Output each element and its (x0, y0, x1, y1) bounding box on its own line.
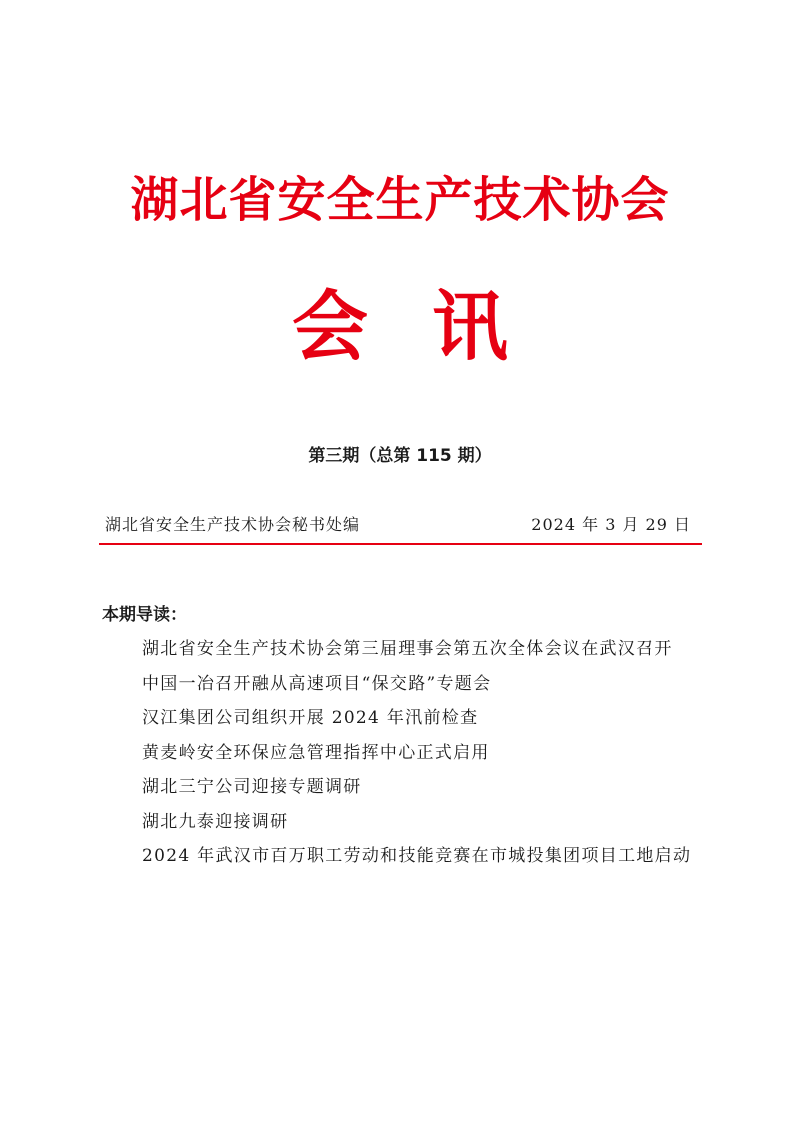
masthead-meta-row (103, 512, 697, 538)
issue-number: 第三期（总第 115 期） (308, 446, 492, 466)
contents-item: 2024 年武汉市百万职工劳动和技能竞赛在市城投集团项目工地启动 (142, 846, 692, 866)
publish-date: 2024 年 3 月 29 日 (531, 515, 691, 534)
contents-item: 中国一冶召开融从高速项目“保交路”专题会 (142, 673, 492, 694)
contents-item: 湖北三宁公司迎接专题调研 (142, 777, 362, 797)
contents-item: 黄麦岭安全环保应急管理指挥中心正式启用 (142, 742, 490, 763)
organization-title: 湖北省安全生产技术协会 (130, 172, 670, 228)
contents-heading: 本期导读： (102, 605, 187, 625)
bulletin-title: 会讯 (292, 282, 572, 371)
contents-item: 湖北九泰迎接调研 (142, 811, 289, 832)
contents-item: 汉江集团公司组织开展 2024 年汛前检查 (142, 708, 479, 728)
contents-item: 湖北省安全生产技术协会第三届理事会第五次全体会议在武汉召开 (142, 639, 673, 659)
editor-line: 湖北省安全生产技术协会秘书处编 (105, 515, 361, 534)
contents-list (102, 632, 702, 874)
red-divider (99, 543, 702, 545)
